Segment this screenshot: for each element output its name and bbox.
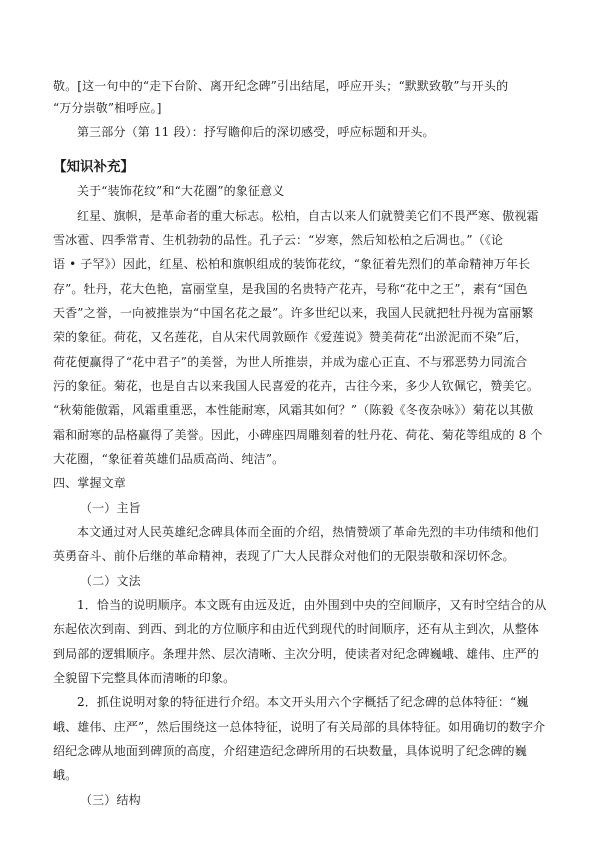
subsection-title: （二）文法 (80, 574, 141, 588)
text-line: 英勇奋斗、前仆后继的革命精神，表现了广大人民群众对他们的无限崇敬和深切怀念。 (53, 549, 515, 563)
text-line: 存”。牡丹，花大色艳，富丽堂皇，是我国的名贵特产花卉，号称“花中之王”，素有“国色 (53, 282, 528, 296)
text-line: 雪冰雹、四季常青、生机勃勃的品性。孔子云：“岁寒，然后知松柏之后凋也。”（《论 (53, 233, 504, 247)
text-line: 全貌留下完整具体而清晰的印象。 (53, 671, 236, 685)
text-line: 荣的象征。荷花，又名莲花，自从宋代周敦颐作《爱莲说》赞美荷花“出淤泥而不染”后， (53, 330, 528, 344)
text-line: 四、掌握文章 (53, 476, 126, 490)
text-line: 大花圈，“象征着英雄们品质高尚、纯洁”。 (53, 452, 285, 466)
text-line: 污的象征。菊花，也是自古以来我国人民喜爱的花卉，古往今来，多少人钦佩它，赞美它。 (53, 379, 540, 393)
text-line: 到局部的逻辑顺序。条理井然、层次清晰、主次分明，使读者对纪念碑巍峨、雄伟、庄严的 (53, 647, 540, 661)
text-line: 东起依次到南、到西、到北的方位顺序和由近代到现代的时间顺序，还有从主到次，从整体 (53, 622, 540, 636)
text-line: 荷花便赢得了“花中君子”的美誉，为世人所推崇，并成为虚心正直、不与邪恶势力同流合 (53, 355, 528, 369)
text-line: 红星、旗帜，是革命者的重大标志。松柏，自古以来人们就赞美它们不畏严寒、傲视霜 (77, 209, 539, 223)
text-line: 绍纪念碑从地面到碑顶的高度，介绍建造纪念碑所用的石块数量，具体说明了纪念碑的巍 (53, 744, 527, 758)
section-heading: 【知识补充】 (53, 159, 134, 175)
text-line: 关于“装饰花纹”和“大花圈”的象征意义 (77, 184, 285, 198)
text-line: 语 • 子罕》）因此，红星、松柏和旗帜组成的装饰花纹，“象征着先烈们的革命精神万年长 (53, 257, 531, 271)
text-line: 天香”之誉，一向被推崇为“中国名花之最”。许多世纪以来，我国人民就把牡丹视为富丽繁 (53, 306, 534, 320)
text-line: 第三部分（第 11 段）：抒写瞻仰后的深切感受，呼应标题和开头。 (77, 125, 435, 139)
text-line: 敬。[这一句中的“走下台阶、离开纪念碑”引出结尾，呼应开头；“默默致敬”与开头的 (53, 79, 509, 93)
text-line: 2．抓住说明对象的特征进行介绍。本文开头用六个字概括了纪念碑的总体特征：“巍 (77, 695, 529, 709)
subsection-title: （三）结构 (80, 793, 141, 807)
text-line: “秋菊能傲霜，风霜重重恶，本性能耐寒，风霜其如何？”（陈毅《冬夜杂咏》）菊花以其傲 (53, 403, 534, 417)
text-line: 本文通过对人民英雄纪念碑具体而全面的介绍，热情赞颂了革命先烈的丰功伟绩和他们 (77, 525, 539, 539)
text-line: 峨。 (53, 768, 78, 782)
subsection-title: （一）主旨 (80, 501, 141, 515)
text-line: “万分崇敬”相呼应。] (53, 101, 162, 115)
text-line: 1．恰当的说明顺序。本文既有由远及近，由外围到中央的空间顺序，又有时空结合的从 (77, 598, 547, 612)
text-line: 霜和耐寒的品格赢得了美誉。因此，小碑座四周雕刻着的牡丹花、荷花、菊花等组成的 8 个 (53, 428, 543, 442)
text-line: 峨、雄伟、庄严”，然后围绕这一总体特征，说明了有关局部的具体特征。如用确切的数字介 (53, 720, 546, 734)
